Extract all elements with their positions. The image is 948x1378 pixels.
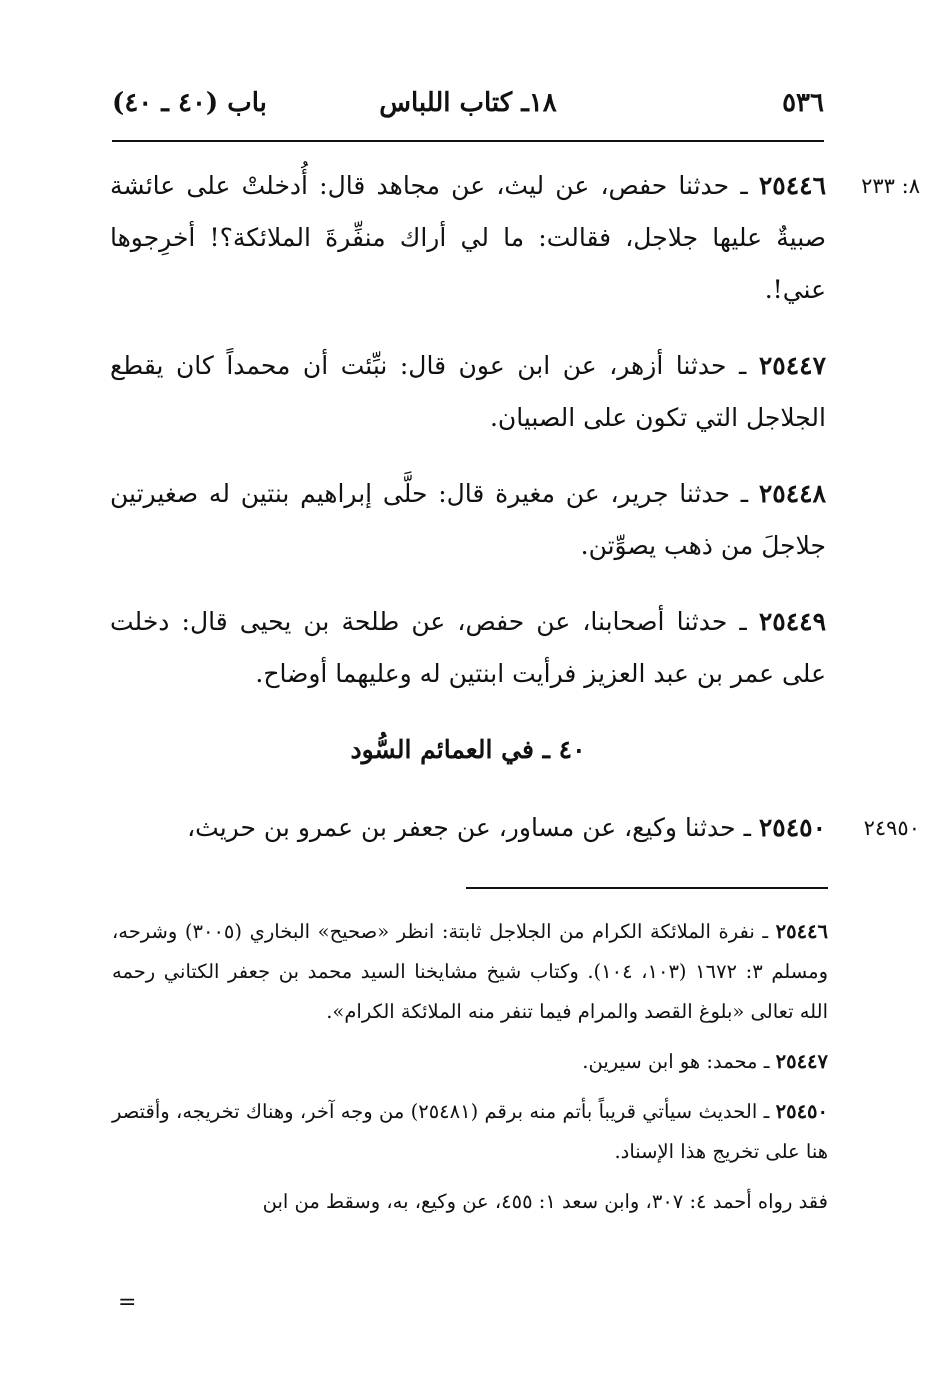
main-text — [110, 160, 920, 878]
hadith-text: ـ حدثنا جرير، عن مغيرة قال: حلَّى إبراهيم بنتين له صغيرتين جلاجلَ من ذهب يصوِّتن. — [110, 479, 826, 560]
hadith-entry — [110, 468, 826, 572]
footnote-text: ـ نفرة الملائكة الكرام من الجلاجل ثابتة: انظر «صحيح» البخاري (٣٠٠٥) وشرحه، ومسلم ٣: ١٦٧٢ (١٠٣، ١٠٤). وكتاب شيخ مشايخنا السيد محمد بن جعفر الكتاني رحمه الله تعالى «بلوغ القصد والمرام فيما تنفر منه الملائكة الكرام». — [112, 920, 829, 1023]
footnote — [112, 1182, 828, 1222]
footnote — [112, 912, 828, 1032]
hadith-entry — [110, 160, 920, 316]
hadith-number: ٢٥٤٤٨ — [758, 479, 826, 508]
footnote-number: ٢٥٤٥٠ — [775, 1100, 828, 1123]
margin-reference: ٨: ٢٣٣ — [861, 174, 920, 198]
footnote-divider — [466, 887, 828, 889]
section-heading: ٤٠ ـ في العمائم السُّود — [350, 735, 586, 764]
hadith-entry — [110, 596, 826, 700]
continuation-mark: = — [118, 1290, 137, 1315]
footnotes — [112, 912, 828, 1232]
footnote-text: ـ محمد: هو ابن سيرين. — [582, 1050, 776, 1073]
page-number: ٥٣٦ — [782, 88, 824, 118]
margin-reference: ٢٤٩٥٠ — [863, 816, 920, 840]
hadith-number: ٢٥٤٤٩ — [758, 607, 826, 636]
hadith-number: ٢٥٤٤٧ — [758, 351, 826, 380]
footnote — [112, 1042, 828, 1082]
header-divider — [112, 140, 824, 142]
hadith-entry — [110, 340, 826, 444]
hadith-entry — [110, 802, 920, 854]
footnote-text: فقد رواه أحمد ٤: ٣٠٧، وابن سعد ١: ٤٥٥، عن وكيع، به، وسقط من ابن — [262, 1190, 828, 1213]
footnote — [112, 1092, 828, 1172]
chapter-reference: باب (٤٠ ـ ٤٠) — [112, 88, 267, 118]
running-header — [112, 88, 824, 128]
hadith-number: ٢٥٤٥٠ — [758, 813, 826, 842]
book-title: ١٨ـ كتاب اللباس — [379, 88, 557, 118]
hadith-number: ٢٥٤٤٦ — [758, 171, 826, 200]
hadith-text: ـ حدثنا أصحابنا، عن حفص، عن طلحة بن يحيى قال: دخلت على عمر بن عبد العزيز فرأيت ابنتين له وعليهما أوضاح. — [110, 607, 826, 688]
hadith-text: ـ حدثنا حفص، عن ليث، عن مجاهد قال: أُدخلتْ على عائشة صبيةٌ عليها جلاجل، فقالت: ما لي أراك منفِّرةَ الملائكة؟! أخرِجوها عني!. — [110, 171, 826, 304]
footnote-text: ـ الحديث سيأتي قريباً بأتم منه برقم (٢٥٤٨١) من وجه آخر، وهناك تخريجه، وأقتصر هنا على تخريج هذا الإسناد. — [112, 1100, 828, 1163]
footnote-number: ٢٥٤٤٦ — [775, 920, 829, 943]
hadith-text: ـ حدثنا أزهر، عن ابن عون قال: نبِّئت أن محمداً كان يقطع الجلاجل التي تكون على الصبيان. — [110, 351, 826, 432]
footnote-number: ٢٥٤٤٧ — [775, 1050, 828, 1073]
hadith-text: ـ حدثنا وكيع، عن مساور، عن جعفر بن عمرو بن حريث، — [187, 813, 759, 842]
